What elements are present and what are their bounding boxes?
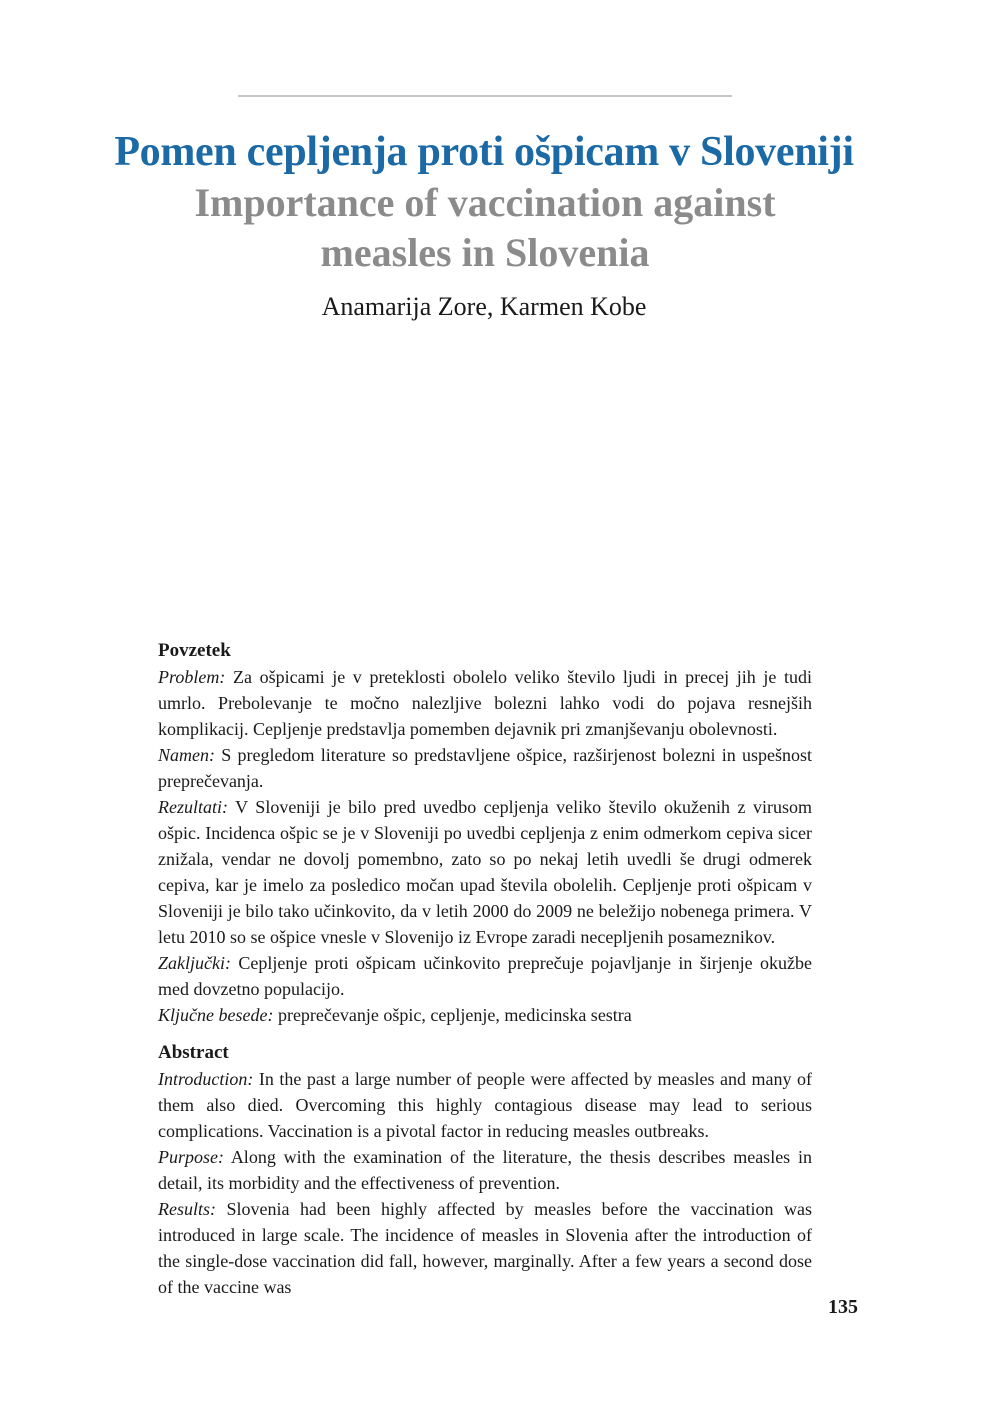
kljucne-text: preprečevanje ošpic, cepljenje, medicinska sestra [277, 1005, 632, 1025]
authors: Anamarija Zore, Karmen Kobe [321, 292, 647, 321]
zakljucki-label: Zaključki: [158, 953, 231, 973]
povzetek-problem [158, 664, 812, 742]
povzetek-namen [158, 742, 812, 794]
problem-label: Problem: [158, 667, 226, 687]
povzetek-kljucne-besede [158, 1002, 812, 1028]
top-divider-rule [238, 95, 732, 97]
abstract-purpose [158, 1144, 812, 1196]
abstract-results [158, 1196, 812, 1300]
povzetek-heading: Povzetek [158, 640, 231, 661]
title-slovene: Pomen cepljenja proti ošpicam v Sloveniji [114, 129, 854, 175]
results-label: Results: [158, 1199, 216, 1219]
povzetek-zakljucki [158, 950, 812, 1002]
rezultati-text: V Sloveniji je bilo pred uvedbo cepljenja veliko število okuženih z virusom ošpic. Incidenca ošpic se je v Sloveniji po uvedbi cepljenja z enim odmerkom cepiva sicer znižala, vendar ne dovolj pomembno, zato so po nekaj letih uvedli še drugi odmerek cepiva, kar je imelo za posledico močan upad števila obolelih. Cepljenje proti ošpicam v Sloveniji je bilo tako učinkovito, da v letih 2000 do 2009 ne beležijo nobenega primera. V letu 2010 so se ošpice vnesle v Slovenijo iz Evrope zaradi necepljenih posameznikov. [158, 797, 812, 947]
problem-text: Za ošpicami je v preteklosti obolelo veliko število ljudi in precej jih je tudi umrlo. Prebolevanje te močno nalezljive bolezni lahko vodi do pojava resnejših komplikacij. Cepljenje predstavlja pomemben dejavnik pri zmanjševanju obolevnosti. [158, 667, 813, 739]
kljucne-label: Ključne besede: [158, 1005, 274, 1025]
zakljucki-text: Cepljenje proti ošpicam učinkovito preprečuje pojavljanje in širjenje okužbe med dovzetno populacijo. [158, 953, 813, 999]
purpose-label: Purpose: [158, 1147, 224, 1167]
page-number: 135 [828, 1296, 858, 1318]
namen-text: S pregledom literature so predstavljene ošpice, razširjenost bolezni in uspešnost preprečevanja. [158, 745, 812, 791]
povzetek-rezultati [158, 794, 812, 950]
abstract-introduction [158, 1066, 812, 1144]
results-text: Slovenia had been highly affected by measles before the vaccination was introduced in large scale. The incidence of measles in Slovenia after the introduction of the single-dose vaccination did fall, however, marginally. After a few years a second dose of the vaccine was [158, 1199, 813, 1297]
introduction-text: In the past a large number of people were affected by measles and many of them also died. Overcoming this highly contagious disease may lead to serious complications. Vaccination is a pivotal factor in reducing measles outbreaks. [158, 1069, 813, 1141]
rezultati-label: Rezultati: [158, 797, 228, 817]
purpose-text: Along with the examination of the literature, the thesis describes measles in detail, its morbidity and the effectiveness of prevention. [158, 1147, 812, 1193]
abstract-heading: Abstract [158, 1042, 229, 1063]
namen-label: Namen: [158, 745, 215, 765]
title-english: Importance of vaccination against measles in Slovenia [194, 180, 776, 275]
introduction-label: Introduction: [158, 1069, 254, 1089]
abstract-section [158, 638, 812, 1300]
